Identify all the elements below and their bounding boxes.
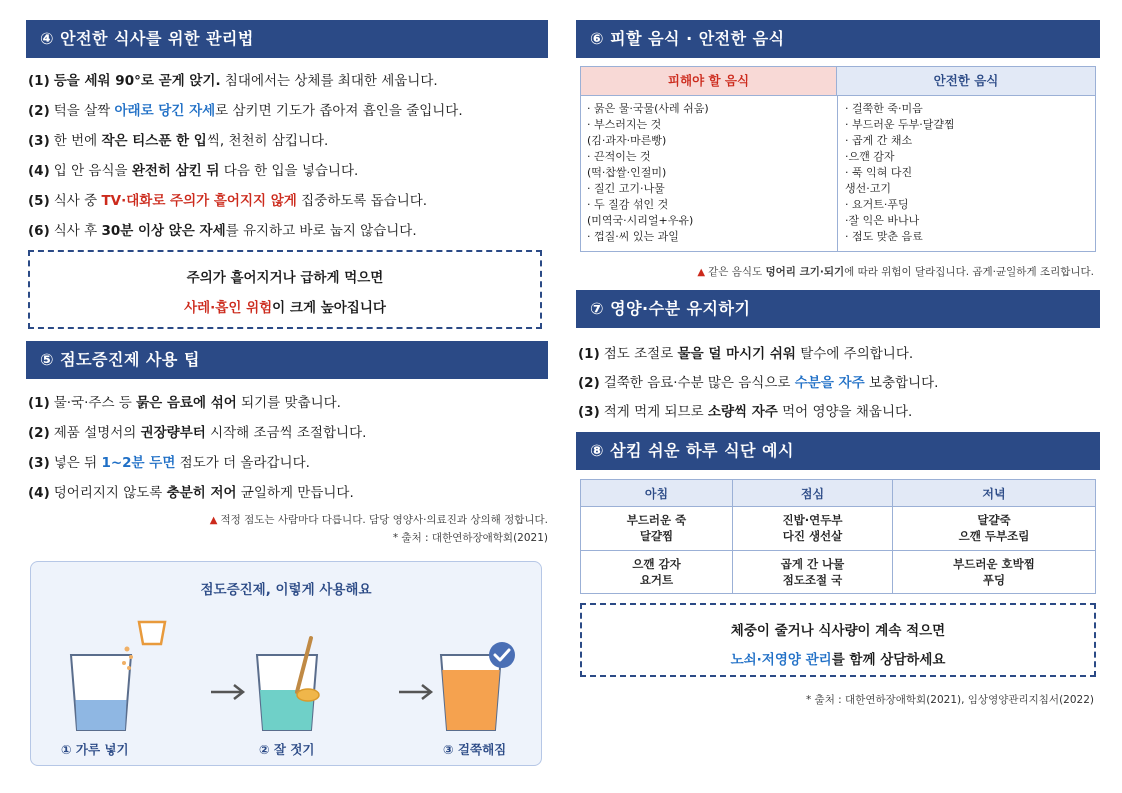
meal-plan-table bbox=[580, 479, 1096, 594]
list-item: · 껍질·씨 있는 과일 bbox=[587, 230, 679, 243]
tip-5-3: (3) 넣은 뒤 1~2분 두면 점도가 더 올라갑니다. bbox=[28, 455, 310, 471]
column-header-breakfast: 아침 bbox=[581, 480, 733, 507]
food-table bbox=[580, 66, 1096, 252]
thickener-steps-illustration bbox=[31, 562, 543, 767]
tip-4-2: (2) 턱을 살짝 아래로 당긴 자세로 삼키면 기도가 좁아져 흡인을 줄입니다. bbox=[28, 103, 463, 119]
thickener-illustration-card bbox=[30, 561, 542, 766]
section-5-note: ▲ 적정 점도는 사람마다 다릅니다. 담당 영양사·의료진과 상의해 정합니다. bbox=[209, 514, 548, 526]
safe-food-header: 안전한 음식 bbox=[837, 67, 1095, 95]
step-label-3: ③ 걸쭉해짐 bbox=[443, 742, 507, 757]
table-cell: 으깬 감자 요거트 bbox=[581, 550, 733, 593]
tip-4-5: (5) 식사 중 TV·대화로 주의가 흩어지지 않게 집중하도록 돕습니다. bbox=[28, 193, 428, 209]
list-item: · 걸쭉한 죽·미음 bbox=[845, 102, 923, 115]
warning-triangle-icon: ▲ bbox=[209, 515, 218, 526]
table-divider bbox=[581, 95, 1095, 96]
column-header-lunch: 점심 bbox=[733, 480, 893, 507]
card-title: 점도증진제, 이렇게 사용해요 bbox=[200, 582, 372, 598]
list-item: · 푹 익혀 다진 bbox=[845, 166, 913, 179]
table-cell: 부드러운 호박찜 푸딩 bbox=[893, 550, 1096, 593]
table-divider-vertical bbox=[837, 95, 838, 252]
list-item: · 곱게 간 채소 bbox=[845, 134, 913, 147]
tip-4-6: (6) 식사 후 30분 이상 앉은 자세를 유지하고 바로 눕지 않습니다. bbox=[28, 223, 417, 239]
list-item: · 요거트·푸딩 bbox=[845, 198, 909, 211]
section-6-title: ⑥ 피할 음식 · 안전한 음식 bbox=[576, 20, 1100, 58]
table-row bbox=[581, 550, 1096, 593]
section-6-note: ▲ 같은 음식도 덩어리 크기·되기에 따라 위험이 달라집니다. 곱게·균일하게 조리합니다. bbox=[697, 266, 1094, 278]
table-row bbox=[581, 507, 1096, 550]
section-8-source: * 출처 : 대한연하장애학회(2021), 임상영양관리지침서(2022) bbox=[805, 694, 1094, 706]
list-item: · 부드러운 두부·달걀찜 bbox=[845, 118, 955, 131]
table-header-row bbox=[581, 480, 1096, 507]
tip-4-1: (1) 등을 세워 90°로 곧게 앉기. 침대에서는 상체를 최대한 세웁니다. bbox=[28, 73, 438, 89]
table-cell: 달걀죽 으깬 두부조림 bbox=[893, 507, 1096, 550]
cup-thickened-icon bbox=[441, 642, 515, 730]
consult-box: 체중이 줄거나 식사량이 계속 적으면 노쇠·저영양 관리를 함께 상담하세요 bbox=[580, 603, 1096, 677]
table-cell: 곱게 간 나물 점도조절 국 bbox=[733, 550, 893, 593]
section-4-title: ④ 안전한 식사를 위한 관리법 bbox=[26, 20, 548, 58]
arrow-right-icon bbox=[211, 685, 243, 699]
tip-7-1: (1) 점도 조절로 물을 덜 마시기 쉬워 탈수에 주의합니다. bbox=[578, 346, 914, 362]
list-item: ·잘 익은 바나나 bbox=[845, 214, 920, 227]
tip-7-3: (3) 적게 먹게 되므로 소량씩 자주 먹어 영양을 채웁니다. bbox=[578, 404, 913, 420]
cup-water-icon bbox=[71, 655, 131, 730]
arrow-right-icon-2 bbox=[399, 685, 431, 699]
section-5-title: ⑤ 점도증진제 사용 팁 bbox=[26, 341, 548, 379]
section-7-title: ⑦ 영양·수분 유지하기 bbox=[576, 290, 1100, 328]
list-item: · 묽은 물·국물(사레 쉬움) bbox=[587, 102, 709, 115]
warning-box: 주의가 흩어지거나 급하게 먹으면 사레·흡인 위험이 크게 높아집니다 bbox=[28, 250, 542, 329]
list-item: (미역국·시리얼+우유) bbox=[587, 214, 694, 227]
tip-5-2: (2) 제품 설명서의 권장량부터 시작해 조금씩 조절합니다. bbox=[28, 425, 367, 441]
list-item: · 끈적이는 것 bbox=[587, 150, 651, 163]
tip-5-4: (4) 덩어리지지 않도록 충분히 저어 균일하게 만듭니다. bbox=[28, 485, 354, 501]
avoid-food-list bbox=[587, 101, 709, 245]
tip-4-4: (4) 입 안 음식을 완전히 삼킨 뒤 다음 한 입을 넣습니다. bbox=[28, 163, 359, 179]
section-5-source: * 출처 : 대한연하장애학회(2021) bbox=[392, 532, 548, 544]
table-cell: 부드러운 죽 달걀찜 bbox=[581, 507, 733, 550]
tip-5-1: (1) 물·국·주스 등 묽은 음료에 섞어 되기를 맞춥니다. bbox=[28, 395, 341, 411]
table-cell: 진밥·연두부 다진 생선살 bbox=[733, 507, 893, 550]
list-item: 생선·고기 bbox=[845, 182, 892, 195]
step-label-1: ① 가루 넣기 bbox=[61, 742, 129, 757]
column-header-dinner: 저녁 bbox=[893, 480, 1096, 507]
warning-triangle-icon: ▲ bbox=[697, 267, 706, 278]
list-item: · 점도 맞춘 음료 bbox=[845, 230, 923, 243]
section-8-title: ⑧ 삼킴 쉬운 하루 식단 예시 bbox=[576, 432, 1100, 470]
list-item: (김·과자·마른빵) bbox=[587, 134, 667, 147]
cup-stirring-icon bbox=[257, 638, 319, 730]
tip-7-2: (2) 걸쭉한 음료·수분 많은 음식으로 수분을 자주 보충합니다. bbox=[578, 375, 939, 391]
list-item: · 부스러지는 것 bbox=[587, 118, 662, 131]
step-label-2: ② 잘 젓기 bbox=[259, 742, 315, 757]
list-item: ·으깬 감자 bbox=[845, 150, 895, 163]
list-item: · 질긴 고기·나물 bbox=[587, 182, 665, 195]
avoid-food-header: 피해야 할 음식 bbox=[581, 67, 837, 95]
safe-food-list bbox=[845, 101, 955, 245]
tip-4-3: (3) 한 번에 작은 티스푼 한 입씩, 천천히 삼킵니다. bbox=[28, 133, 329, 149]
list-item: · 두 질감 섞인 것 bbox=[587, 198, 669, 211]
list-item: (떡·찹쌀·인절미) bbox=[587, 166, 667, 179]
